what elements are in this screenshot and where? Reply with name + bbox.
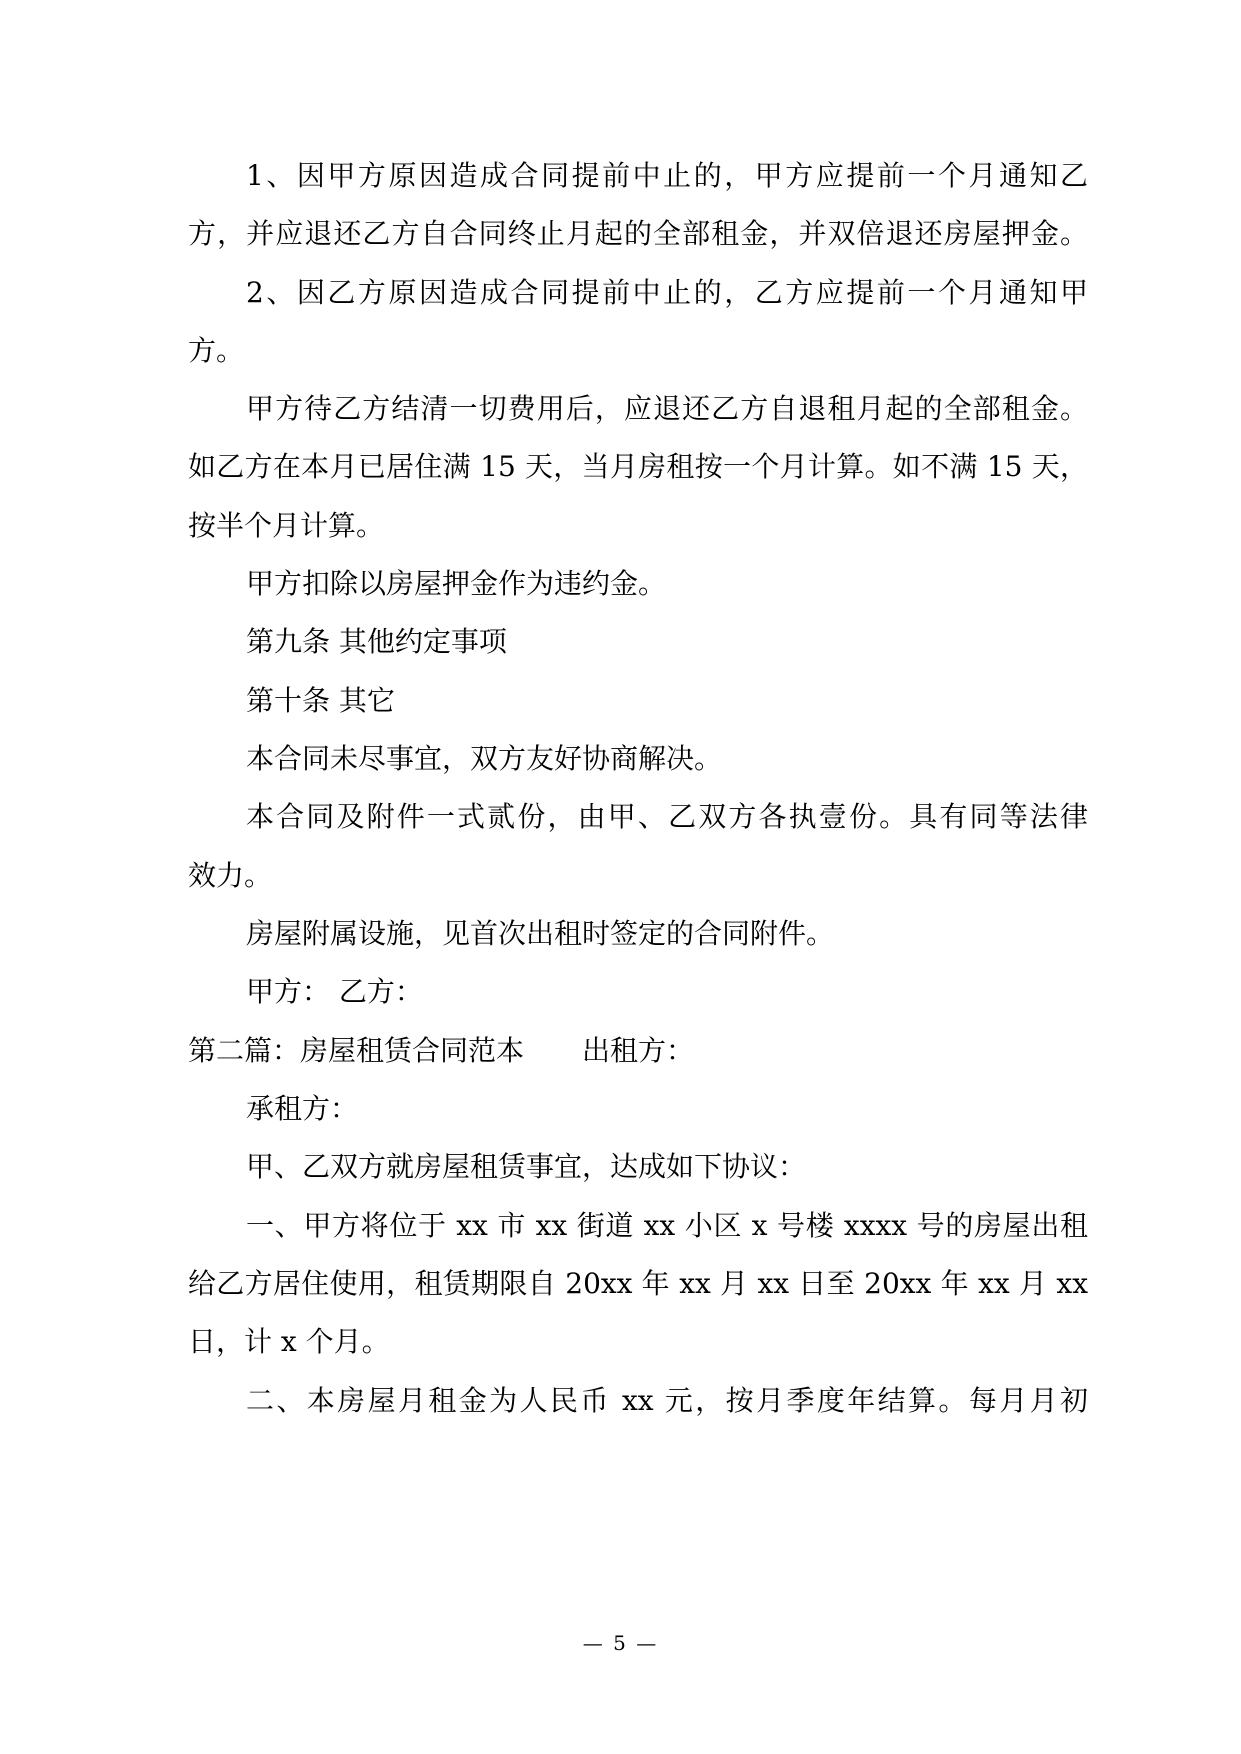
- paragraph-line: 二、本房屋月租金为人民币 xx 元，按月季度年结算。每月月初: [246, 1384, 1088, 1417]
- paragraph-line: 1、因甲方原因造成合同提前中止的，甲方应提前一个月通知乙: [246, 159, 1088, 192]
- page-number: — 5 —: [582, 1631, 659, 1655]
- chapter-title-line: [188, 1033, 694, 1069]
- paragraph-line: 本合同及附件一式贰份，由甲、乙双方各执壹份。具有同等法律: [246, 800, 1088, 833]
- paragraph-line: 日，计 x 个月。: [188, 1325, 390, 1358]
- paragraph-line: 方，并应退还乙方自合同终止月起的全部租金，并双倍退还房屋押金。: [188, 217, 1088, 250]
- paragraph-line: 一、甲方将位于 xx 市 xx 街道 xx 小区 x 号楼 xxxx 号的房屋出租: [246, 1209, 1088, 1242]
- paragraph-line: 方。: [188, 334, 245, 367]
- section-heading: 第九条 其他约定事项: [246, 625, 507, 658]
- paragraph-line: 甲方扣除以房屋押金作为违约金。: [246, 567, 667, 600]
- signature-line: 甲方： 乙方：: [246, 975, 423, 1008]
- paragraph-line: 按半个月计算。: [188, 509, 385, 542]
- section-heading: 第十条 其它: [246, 684, 395, 717]
- paragraph-line: 本合同未尽事宜，双方友好协商解决。: [246, 742, 723, 775]
- paragraph-line: 如乙方在本月已居住满 15 天，当月房租按一个月计算。如不满 15 天，: [188, 450, 1088, 483]
- paragraph-line: 房屋附属设施，见首次出租时签定的合同附件。: [246, 917, 835, 950]
- chapter-title: 第二篇：房屋租赁合同范本: [188, 1034, 525, 1067]
- paragraph-line: 给乙方居住使用，租赁期限自 20xx 年 xx 月 xx 日至 20xx 年 xx 月 xx: [188, 1267, 1088, 1300]
- lessor-label: 出租方：: [582, 1034, 695, 1067]
- paragraph-line: 甲、乙双方就房屋租赁事宜，达成如下协议：: [246, 1150, 807, 1183]
- paragraph-line: 效力。: [188, 859, 273, 892]
- lessee-label: 承租方：: [246, 1092, 359, 1125]
- paragraph-line: 2、因乙方原因造成合同提前中止的，乙方应提前一个月通知甲: [246, 276, 1088, 309]
- paragraph-line: 甲方待乙方结清一切费用后，应退还乙方自退租月起的全部租金。: [246, 392, 1088, 425]
